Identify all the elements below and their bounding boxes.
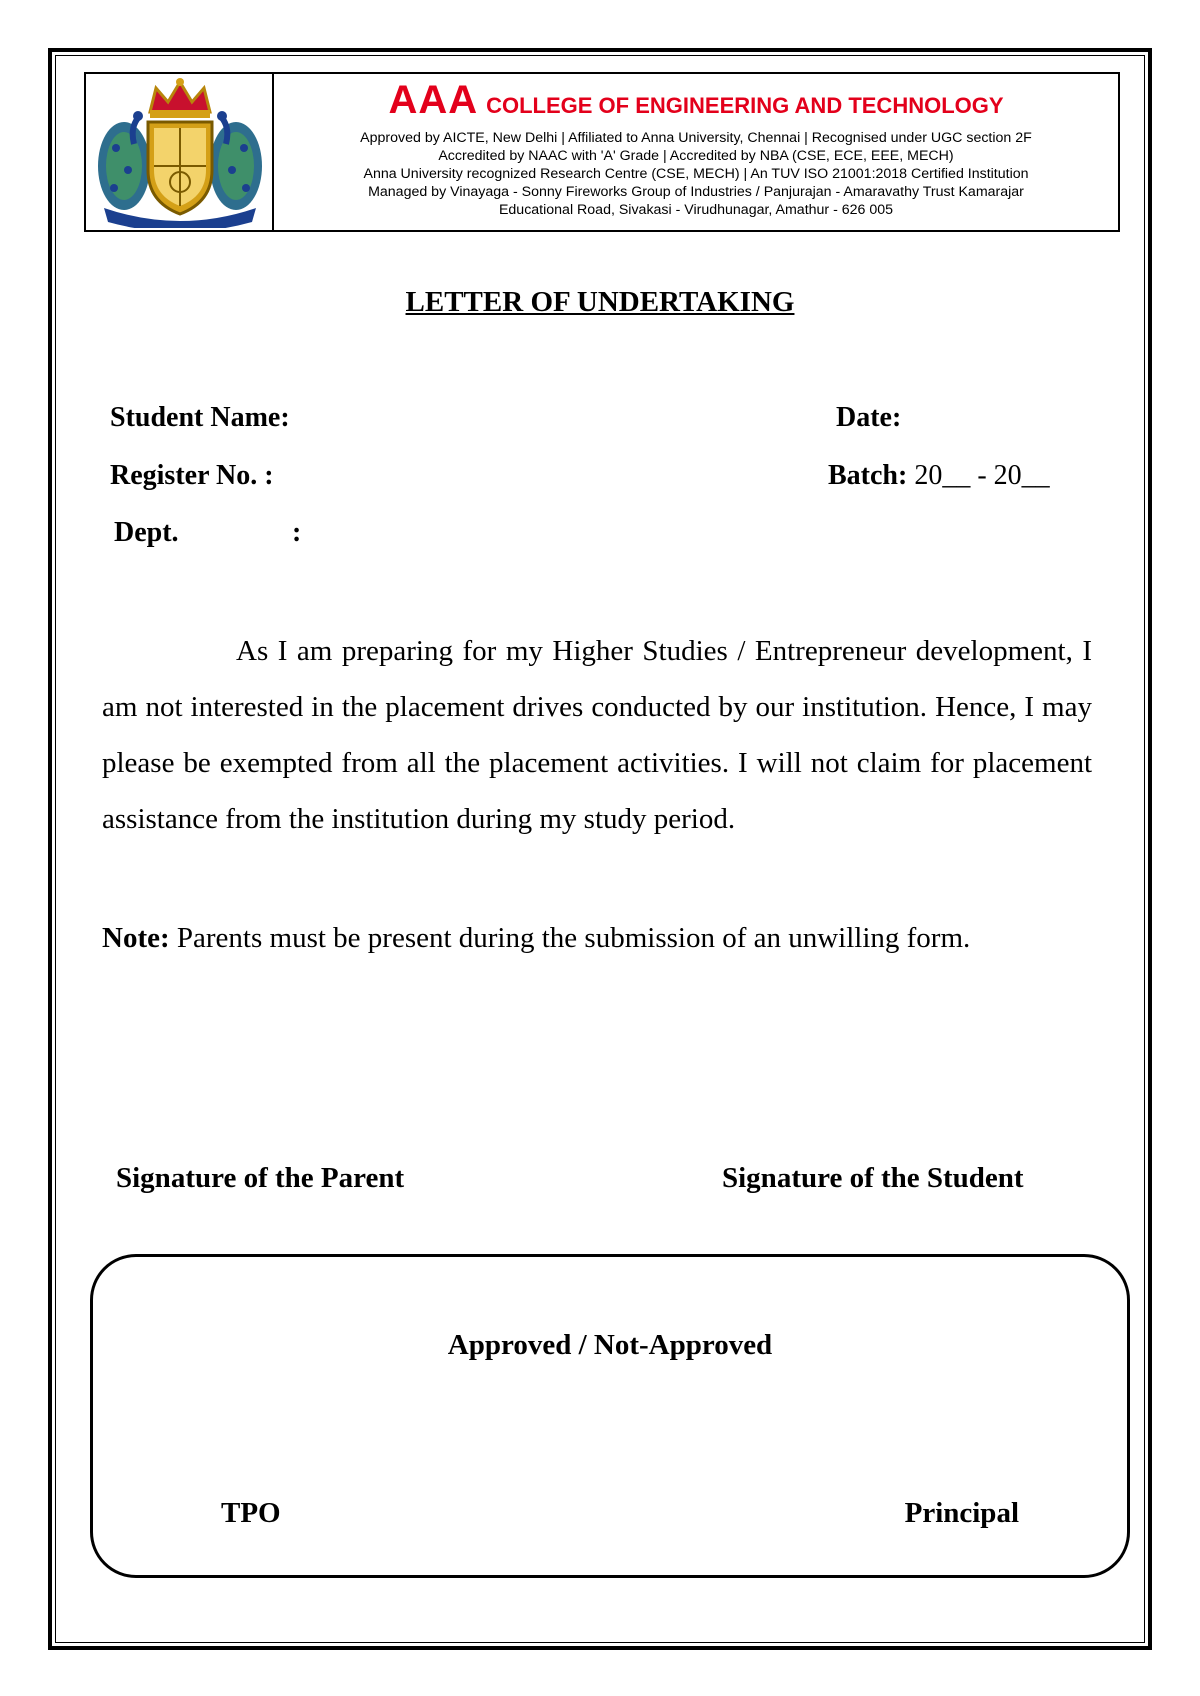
batch-value: 20__ - 20__ (914, 460, 1050, 491)
undertaking-body: As I am preparing for my Higher Studies / Entrepreneur development, I am not interested in the placement drives conducted by our institution. Hence, I may please be exempted from all the placement activities. I will not claim for placement assistance from the institution during my study period. (102, 635, 1092, 835)
note (102, 922, 970, 955)
accreditation-info-line: Accredited by NAAC with 'A' Grade | Accredited by NBA (CSE, ECE, EEE, MECH) (438, 148, 954, 164)
note-text: Parents must be present during the submission of an unwilling form. (176, 922, 971, 954)
right-peacock-icon (210, 111, 262, 210)
date-label: Date: (836, 402, 902, 433)
register-no-label: Register No. : (110, 460, 274, 491)
shield-icon (148, 122, 212, 214)
letterhead-text (286, 74, 1106, 230)
college-brand: AAA (388, 78, 479, 122)
college-name: COLLEGE OF ENGINEERING AND TECHNOLOGY (486, 93, 1004, 118)
parent-signature-label: Signature of the Parent (116, 1162, 405, 1194)
student-signature-label: Signature of the Student (722, 1162, 1024, 1194)
college-title (286, 80, 1106, 129)
letterhead (84, 72, 1120, 232)
approval-status: Approved / Not-Approved (447, 1329, 773, 1361)
student-name-label: Student Name: (110, 402, 290, 433)
approval-box (90, 1254, 1130, 1578)
management-info-line: Managed by Vinayaga - Sonny Fireworks Group of Industries / Panjurajan - Amaravathy Trust Kamarajar (368, 184, 1024, 200)
research-info-line: Anna University recognized Research Centre (CSE, MECH) | An TUV ISO 21001:2018 Certified Institution (363, 166, 1029, 182)
dept-label: Dept. (114, 517, 179, 548)
batch-label: Batch: (828, 460, 908, 491)
document-title: LETTER OF UNDERTAKING (405, 286, 795, 318)
crown-icon (150, 78, 210, 118)
dept-colon: : (292, 517, 302, 548)
approval-info-line: Approved by AICTE, New Delhi | Affiliated to Anna University, Chennai | Recognised under UGC section 2F (360, 130, 1032, 146)
principal-label: Principal (904, 1497, 1019, 1529)
address-info-line: Educational Road, Sivakasi - Virudhunagar, Amathur - 626 005 (498, 202, 894, 218)
batch-field (828, 460, 1050, 492)
college-logo-cell (86, 74, 274, 230)
tpo-label: TPO (221, 1497, 281, 1529)
college-crest-logo (94, 78, 266, 228)
left-peacock-icon (98, 111, 150, 210)
note-label: Note: (102, 922, 170, 954)
